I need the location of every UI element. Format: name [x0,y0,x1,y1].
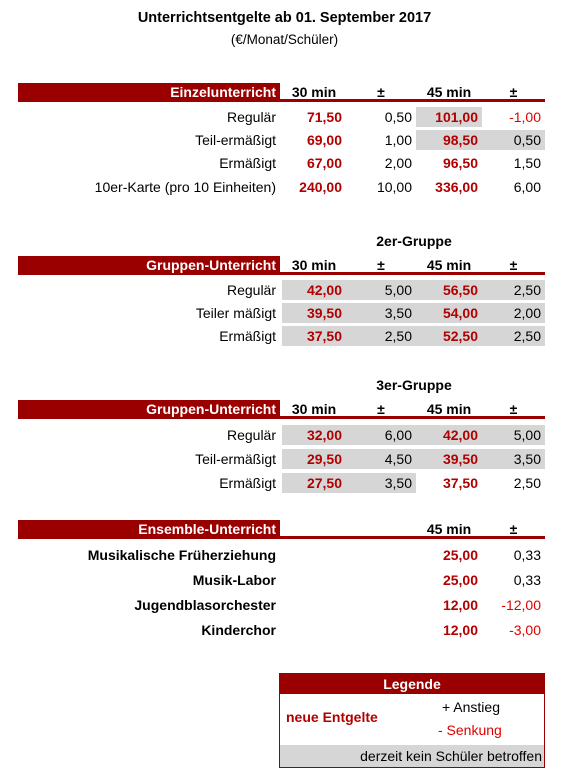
ensemble-label: Ensemble-Unterricht [138,521,276,537]
einzel-col-d45: ± [509,84,518,100]
ensemble-value-45: 25,00 [442,547,478,563]
legend-decrease: - Senkung [438,722,502,738]
ensemble-value-45: 12,00 [442,622,478,638]
page-title: Unterrichtsentgelte ab 01. September 2017 [137,10,432,26]
einzel-row-label: Ermäßigt [219,155,276,171]
group3-value-30: 29,50 [282,449,346,469]
einzel-delta-45: 6,00 [513,179,541,195]
group2-title: 2er-Gruppe [376,233,452,249]
ensemble-value-45: 12,00 [442,597,478,613]
group3-row-label: Regulär [226,427,276,443]
einzel-row-label: Regulär [226,109,276,125]
group3-delta-45: 5,00 [482,425,545,445]
einzel-col-d30: ± [377,84,385,100]
ensemble-col-45: 45 min [426,521,472,537]
group3-delta-30: 4,50 [346,449,416,469]
ensemble-delta-45: 0,33 [513,547,541,563]
group3-label: Gruppen-Unterricht [146,401,276,417]
group2-value-30: 42,00 [282,280,346,300]
group2-col-45: 45 min [426,257,472,273]
group3-title: 3er-Gruppe [376,377,452,393]
group2-value-30: 39,50 [282,303,346,323]
einzel-value-45: 336,00 [435,179,478,195]
group2-value-45: 54,00 [416,303,482,323]
einzel-row-label: 10er-Karte (pro 10 Einheiten) [94,179,276,195]
ensemble-delta-45: 0,33 [513,572,541,588]
ensemble-value-45: 25,00 [442,572,478,588]
ensemble-delta-45: -3,00 [509,622,541,638]
group3-delta-30: 6,00 [346,425,416,445]
group2-delta-45: 2,50 [482,280,545,300]
group3-value-30: 27,50 [282,473,346,493]
ensemble-row-label: Musikalische Früherziehung [87,547,276,563]
group3-col-d30: ± [377,401,385,417]
legend-increase: + Anstieg [442,699,500,715]
einzel-value-45: 98,50 [416,130,482,150]
ensemble-col-d45: ± [509,521,518,537]
group3-value-45: 42,00 [416,425,482,445]
einzel-value-30: 71,50 [306,109,342,125]
group3-value-30: 32,00 [282,425,346,445]
einzel-delta-45: -1,00 [509,109,541,125]
einzel-row-label: Teil-ermäßigt [195,132,276,148]
einzel-col-45: 45 min [426,84,472,100]
group2-row-label: Teiler mäßigt [195,305,276,321]
einzel-value-30: 69,00 [306,132,342,148]
group2-delta-30: 5,00 [346,280,416,300]
ensemble-row-label: Musik-Labor [192,572,276,588]
group2-col-30: 30 min [291,257,337,273]
legend-new-fees: neue Entgelte [286,709,378,725]
ensemble-row-label: Kinderchor [201,622,276,638]
group2-delta-30: 2,50 [346,326,416,346]
einzel-col-30: 30 min [291,84,337,100]
group2-col-d45: ± [509,257,518,273]
einzel-label: Einzelunterricht [170,84,276,100]
group2-col-d30: ± [377,257,385,273]
group2-row-label: Ermäßigt [219,328,276,344]
einzel-value-30: 67,00 [306,155,342,171]
group3-col-30: 30 min [291,401,337,417]
group3-row-label: Ermäßigt [219,475,276,491]
legend-box [279,673,545,768]
einzel-delta-30: 10,00 [376,179,412,195]
group2-label: Gruppen-Unterricht [146,257,276,273]
einzel-delta-30: 0,50 [384,109,412,125]
group3-delta-45: 2,50 [513,475,541,491]
group2-delta-45: 2,00 [482,303,545,323]
einzel-delta-30: 2,00 [384,155,412,171]
group2-value-45: 52,50 [416,326,482,346]
einzel-delta-45: 0,50 [482,130,545,150]
group3-row-label: Teil-ermäßigt [195,451,276,467]
group2-delta-30: 3,50 [346,303,416,323]
group2-row-label: Regulär [226,282,276,298]
ensemble-row-label: Jugendblasorchester [134,597,276,613]
einzel-value-30: 240,00 [299,179,342,195]
legend-no-student: derzeit kein Schüler betroffen [280,745,544,767]
group3-col-d45: ± [509,401,518,417]
einzel-value-45: 101,00 [416,107,482,127]
ensemble-delta-45: -12,00 [501,597,541,613]
group2-value-30: 37,50 [282,326,346,346]
group3-delta-45: 3,50 [482,449,545,469]
group2-value-45: 56,50 [416,280,482,300]
einzel-value-45: 96,50 [442,155,478,171]
page-subtitle: (€/Monat/Schüler) [230,32,339,47]
group3-col-45: 45 min [426,401,472,417]
einzel-delta-45: 1,50 [513,155,541,171]
group3-value-45: 37,50 [442,475,478,491]
einzel-delta-30: 1,00 [384,132,412,148]
group3-delta-30: 3,50 [346,473,416,493]
legend-title: Legende [280,674,544,694]
group2-delta-45: 2,50 [482,326,545,346]
group3-value-45: 39,50 [416,449,482,469]
